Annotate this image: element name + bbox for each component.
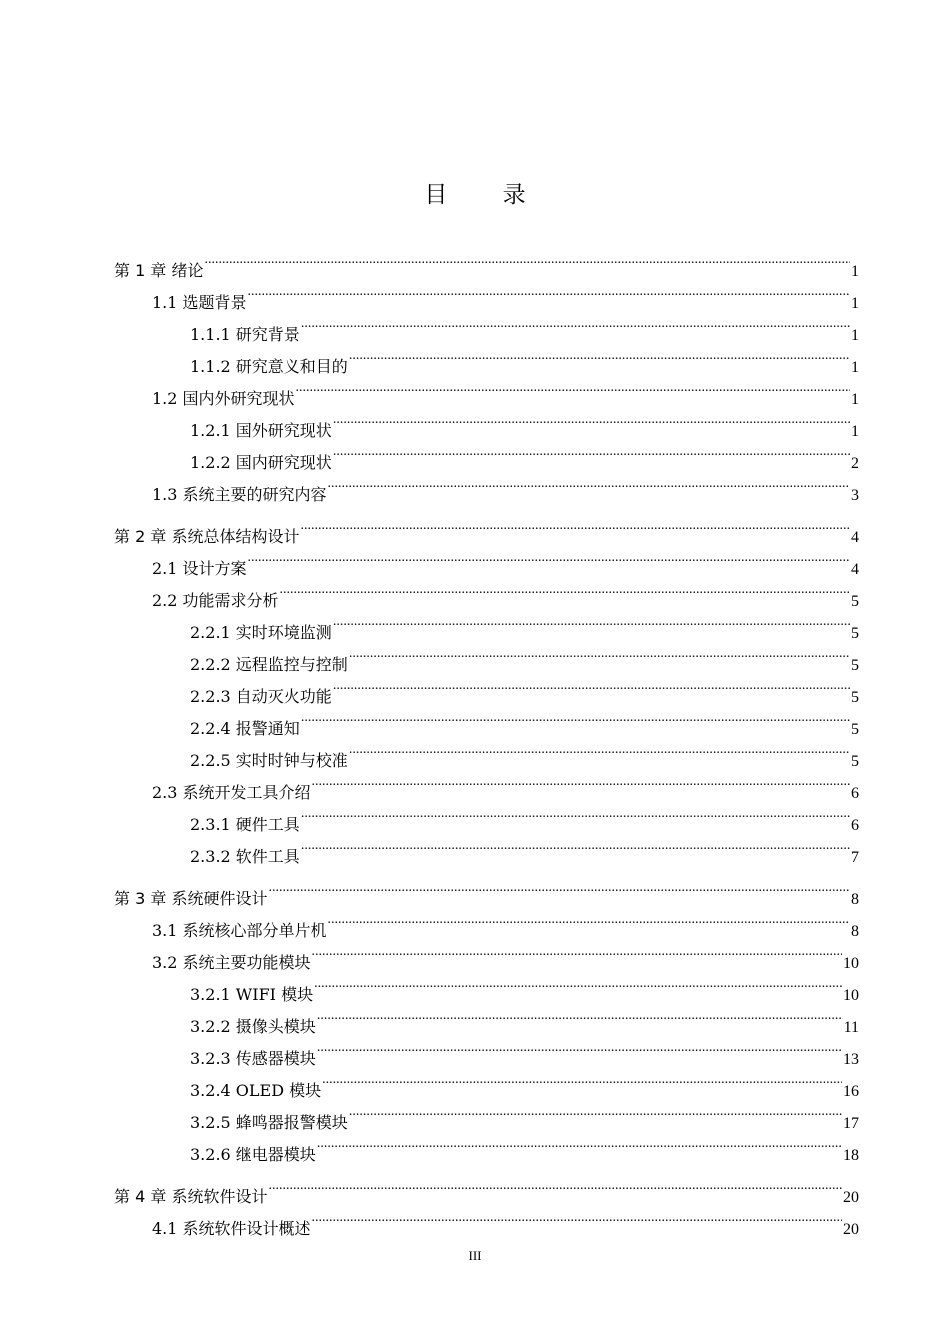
toc-entry[interactable] [190,436,859,472]
toc-entry-page-number: 5 [851,721,859,738]
dot-leader [268,872,850,904]
toc-entry-label: 1.2 国内外研究现状 [152,389,295,408]
dot-leader [328,468,850,500]
dot-leader [248,542,850,574]
dot-leader [328,904,850,936]
toc-entry-page-number: 3 [851,487,859,504]
toc-entry[interactable] [152,936,859,972]
dot-leader [314,968,842,1000]
toc-entry[interactable] [152,574,859,610]
dot-leader [280,574,850,606]
toc-entry-label: 4.1 系统软件设计概述 [152,1219,311,1238]
toc-entry-label: 1.1 选题背景 [152,293,247,312]
toc-entry-page-number: 18 [843,1147,859,1164]
dot-leader [301,830,850,862]
toc-entry-page-number: 5 [851,753,859,770]
toc-title: 目 录 [424,182,550,208]
toc-entry[interactable] [152,468,859,504]
toc-entry-page-number: 1 [851,295,859,312]
toc-entry[interactable] [152,1202,859,1238]
dot-leader [204,244,850,276]
toc-entry-page-number: 17 [843,1115,859,1132]
toc-entry[interactable] [190,308,859,344]
toc-entry-label: 2.2.3 自动灭火功能 [190,687,332,706]
toc-entry-label: 2.3.2 软件工具 [190,847,300,866]
toc-entry-label: 第 2 章 系统总体结构设计 [114,527,300,546]
toc-entry-page-number: 1 [851,263,859,280]
toc-entry-label: 2.3 系统开发工具介绍 [152,783,311,802]
toc-entry[interactable] [190,606,859,642]
toc-entry[interactable] [190,1032,859,1068]
dot-leader [317,1000,843,1032]
toc-entry-page-number: 7 [851,849,859,866]
toc-entry[interactable] [190,1128,859,1164]
toc-entry[interactable] [114,872,859,908]
toc-entry-page-number: 1 [851,423,859,440]
toc-entry-label: 2.1 设计方案 [152,559,247,578]
toc-entry[interactable] [190,404,859,440]
toc-entry[interactable] [190,1000,859,1036]
toc-entry[interactable] [190,798,859,834]
toc-entry-label: 3.2.1 WIFI 模块 [190,985,314,1004]
toc-entry-label: 3.1 系统核心部分单片机 [152,921,327,940]
toc-entry-page-number: 10 [843,987,859,1004]
dot-leader [301,798,850,830]
toc-entry[interactable] [190,1064,859,1100]
toc-entry-label: 3.2.6 继电器模块 [190,1145,316,1164]
dot-leader [349,638,850,670]
toc-entry[interactable] [190,638,859,674]
toc-entry-page-number: 4 [851,561,859,578]
page-number-footer: III [468,1248,482,1263]
toc-entry-page-number: 1 [851,359,859,376]
toc-entry-page-number: 20 [843,1189,859,1206]
toc-entry[interactable] [152,372,859,408]
dot-leader [268,1170,842,1202]
toc-entry-label: 3.2.3 传感器模块 [190,1049,316,1068]
toc-entry-label: 第 1 章 绪论 [114,261,204,280]
dot-leader [248,276,850,308]
toc-entry[interactable] [190,1096,859,1132]
toc-entry-page-number: 5 [851,689,859,706]
toc-entry-page-number: 10 [843,955,859,972]
dot-leader [349,340,850,372]
toc-entry-page-number: 6 [851,785,859,802]
toc-entry-page-number: 20 [843,1221,859,1238]
toc-entry-label: 1.1.2 研究意义和目的 [190,357,348,376]
toc-entry-label: 2.3.1 硬件工具 [190,815,300,834]
toc-entry-page-number: 4 [851,529,859,546]
toc-entry-page-number: 5 [851,593,859,610]
toc-entry[interactable] [190,670,859,706]
toc-entry-label: 2.2.4 报警通知 [190,719,300,738]
toc-entry-label: 3.2.4 OLED 模块 [190,1081,322,1100]
dot-leader [333,436,850,468]
toc-entry[interactable] [152,542,859,578]
toc-entry-page-number: 16 [843,1083,859,1100]
toc-entry[interactable] [114,1170,859,1206]
dot-leader [333,606,850,638]
dot-leader [312,766,850,798]
dot-leader [301,308,850,340]
toc-entry-label: 2.2.2 远程监控与控制 [190,655,348,674]
toc-entry-label: 2.2 功能需求分析 [152,591,279,610]
dot-leader [296,372,850,404]
dot-leader [349,734,850,766]
toc-entry-page-number: 1 [851,391,859,408]
toc-entry-label: 第 4 章 系统软件设计 [114,1187,268,1206]
dot-leader [312,936,842,968]
toc-entry-label: 1.1.1 研究背景 [190,325,300,344]
dot-leader [317,1128,842,1160]
dot-leader [333,670,850,702]
toc-entry[interactable] [152,276,859,312]
toc-entry-page-number: 13 [843,1051,859,1068]
dot-leader [301,702,850,734]
toc-entry-label: 1.2.2 国内研究现状 [190,453,332,472]
toc-entry-page-number: 6 [851,817,859,834]
toc-entry-page-number: 8 [851,923,859,940]
toc-entry[interactable] [152,904,859,940]
dot-leader [300,510,850,542]
dot-leader [333,404,850,436]
toc-entry-page-number: 5 [851,657,859,674]
toc-entry[interactable] [190,702,859,738]
dot-leader [349,1096,842,1128]
toc-entry[interactable] [190,734,859,770]
toc-entry-label: 3.2.2 摄像头模块 [190,1017,316,1036]
toc-entry-page-number: 5 [851,625,859,642]
toc-entry-label: 1.2.1 国外研究现状 [190,421,332,440]
toc-entry-page-number: 8 [851,891,859,908]
toc-entry[interactable] [190,830,859,866]
toc-entry-page-number: 2 [851,455,859,472]
toc-entry-page-number: 1 [851,327,859,344]
toc-entry-label: 1.3 系统主要的研究内容 [152,485,327,504]
toc-entry-label: 3.2 系统主要功能模块 [152,953,311,972]
toc-entry[interactable] [152,766,859,802]
toc-entry[interactable] [190,968,859,1004]
toc-entry-label: 2.2.5 实时时钟与校准 [190,751,348,770]
toc-entry-page-number: 11 [843,1019,859,1036]
toc-entry-label: 3.2.5 蜂鸣器报警模块 [190,1113,348,1132]
toc-entry[interactable] [114,244,859,280]
toc-entry[interactable] [114,510,859,546]
dot-leader [317,1032,842,1064]
toc-entry-label: 第 3 章 系统硬件设计 [114,889,268,908]
dot-leader [322,1064,842,1096]
dot-leader [312,1202,842,1234]
toc-entry-label: 2.2.1 实时环境监测 [190,623,332,642]
toc-entry[interactable] [190,340,859,376]
